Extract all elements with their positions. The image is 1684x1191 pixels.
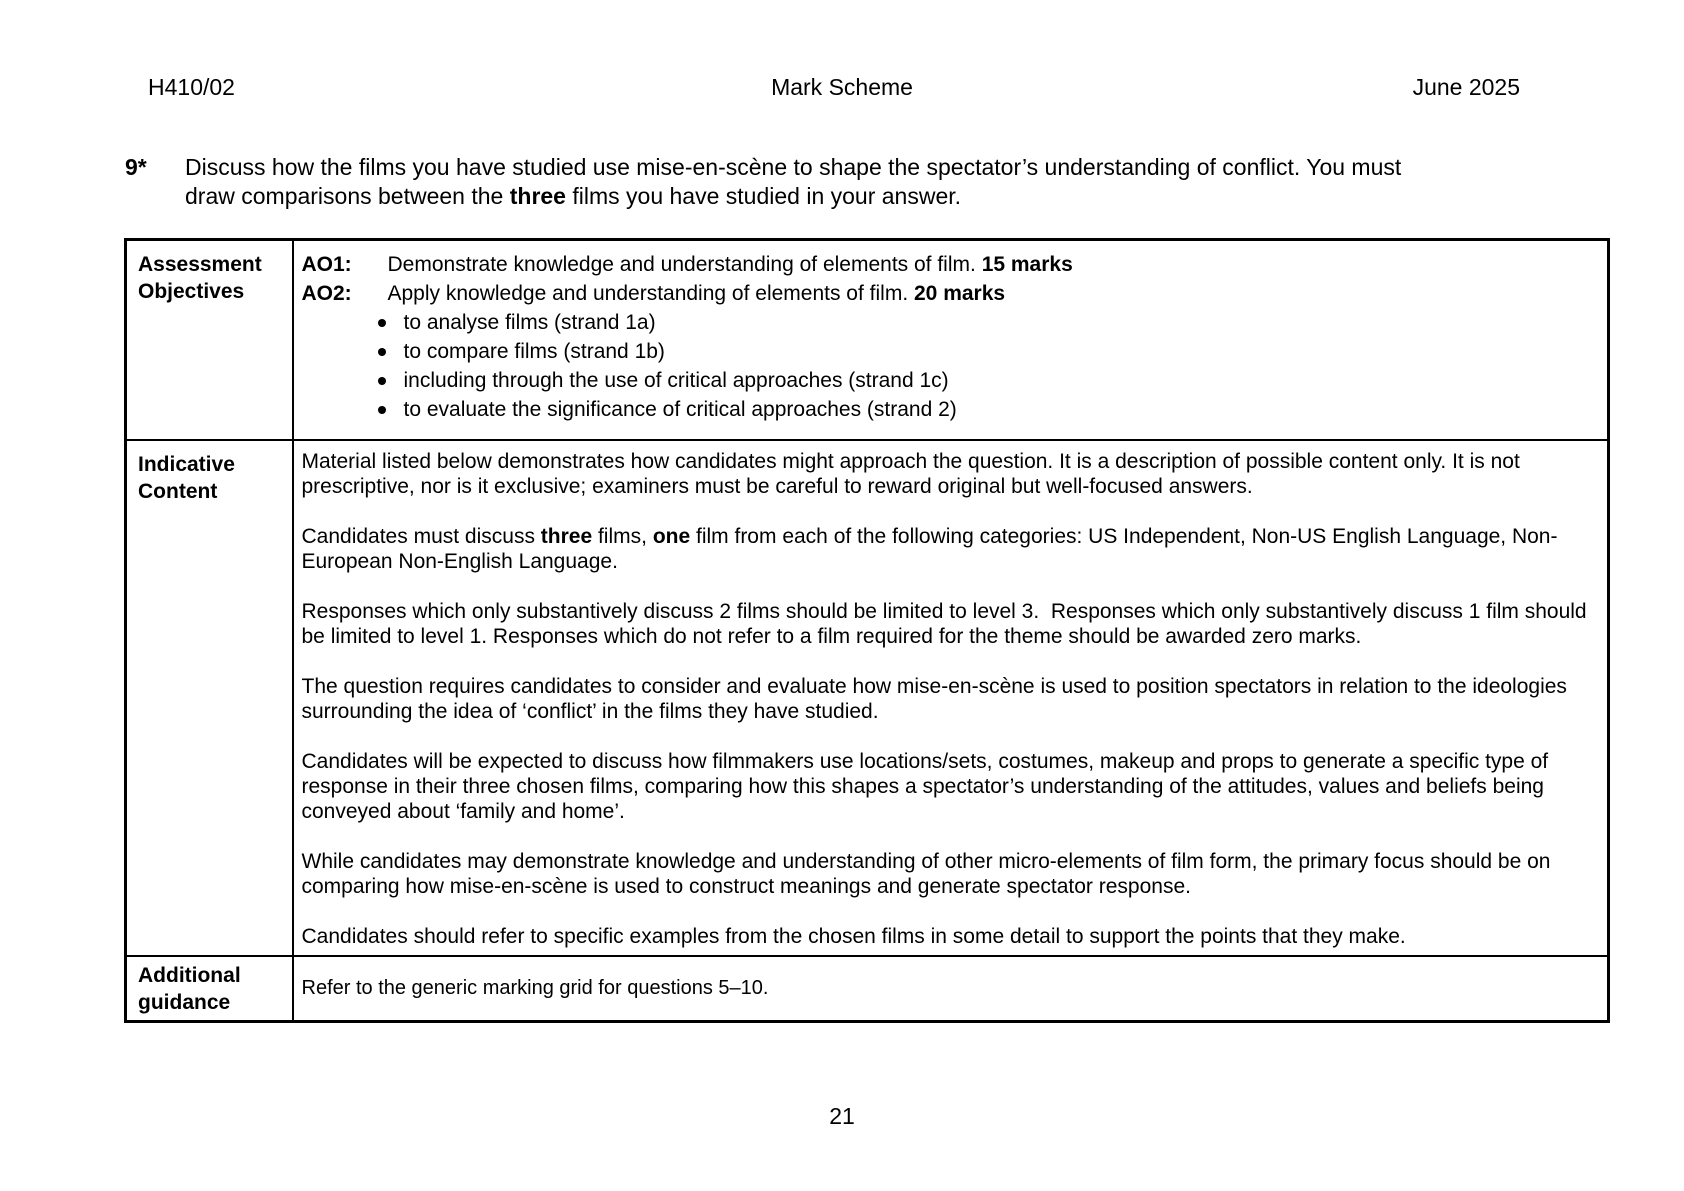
question-number: 9* xyxy=(125,154,147,180)
bullet-icon xyxy=(378,406,386,414)
paragraph: Responses which only substantively discuss 2 films should be limited to level 3. Responses which only substantively discuss 1 film should be limited to level 1. Responses which do not refer to a film required for the theme should be awarded zero marks. xyxy=(301,600,1587,648)
list-item xyxy=(302,308,1596,337)
ao2-text xyxy=(388,279,1006,308)
ao1-label: AO1: xyxy=(301,253,352,276)
question-text-b: films you have studied in your answer. xyxy=(565,183,962,209)
indicative-content-label: Indicative Content xyxy=(126,440,293,956)
ao1-line xyxy=(302,250,1596,279)
question-bold-three: three xyxy=(509,183,566,209)
header-paper-code: H410/02 xyxy=(148,74,235,100)
additional-guidance-row xyxy=(126,956,1609,1022)
ao2-label: AO2: xyxy=(301,282,352,305)
bullet-icon xyxy=(378,348,386,356)
ao2-sentence: Apply knowledge and understanding of elements of film. xyxy=(387,282,909,305)
indicative-content-row xyxy=(126,440,1609,956)
mark-scheme-table xyxy=(124,238,1610,1023)
paragraph xyxy=(302,524,1596,574)
paragraph: The question requires candidates to consider and evaluate how mise-en-scène is used to position spectators in relation to the ideologies surrounding the idea of ‘conflict’ in the films they have studied. xyxy=(301,675,1567,723)
paragraph-text: films, xyxy=(592,525,653,548)
ao2-line xyxy=(302,279,1596,308)
ao2-marks: 20 marks xyxy=(914,282,1006,305)
paragraph: Material listed below demonstrates how candidates might approach the question. It is a description of possible content only. It is not prescriptive, nor is it exclusive; examiners must be careful to reward original but well-focused answers. xyxy=(301,450,1520,498)
indicative-content-body xyxy=(293,440,1609,956)
paragraph-text: Candidates must discuss xyxy=(301,525,541,548)
bullet-text: to compare films (strand 1b) xyxy=(403,340,665,363)
page-number: 21 xyxy=(829,1103,855,1129)
additional-guidance-label: Additional guidance xyxy=(126,956,293,1022)
bold-three: three xyxy=(540,525,593,548)
question-text xyxy=(185,153,1447,211)
header-date: June 2025 xyxy=(1412,74,1520,100)
bold-one: one xyxy=(652,525,691,548)
assessment-objectives-label: Assessment Objectives xyxy=(126,240,293,441)
question-text-a: Discuss how the films you have studied use mise-en-scène to shape the spectator’s understanding of conflict. You must draw comparisons between the xyxy=(185,154,1402,209)
bullet-icon xyxy=(378,377,386,385)
paragraph: Candidates should refer to specific examples from the chosen films in some detail to support the points that they make. xyxy=(301,925,1406,948)
paragraph: Candidates will be expected to discuss how filmmakers use locations/sets, costumes, makeup and props to generate a specific type of response in their three chosen films, comparing how this shapes a spectator’s understanding of the attitudes, values and beliefs being conveyed about ‘family and home’. xyxy=(301,750,1549,823)
assessment-objectives-content xyxy=(293,240,1609,441)
page-footer xyxy=(0,1103,1684,1130)
paragraph: While candidates may demonstrate knowledge and understanding of other micro-elements of film form, the primary focus should be on comparing how mise-en-scène is used to construct meanings and generate spectator response. xyxy=(301,850,1551,898)
question-block xyxy=(125,153,1447,211)
ao1-marks: 15 marks xyxy=(981,253,1073,276)
list-item xyxy=(302,366,1596,395)
list-item xyxy=(302,395,1596,424)
header-title: Mark Scheme xyxy=(771,74,913,100)
paragraph-text: film from each of the following categories: US Independent, Non-US English Language, Non-European Non-English Language. xyxy=(301,525,1558,573)
assessment-objectives-row xyxy=(126,240,1609,441)
ao1-sentence: Demonstrate knowledge and understanding of elements of film. xyxy=(387,253,976,276)
additional-guidance-text: Refer to the generic marking grid for questions 5–10. xyxy=(293,956,1609,1022)
bullet-icon xyxy=(378,319,386,327)
bullet-text: to analyse films (strand 1a) xyxy=(403,311,656,334)
bullet-text: to evaluate the significance of critical approaches (strand 2) xyxy=(403,398,957,421)
bullet-text: including through the use of critical approaches (strand 1c) xyxy=(403,369,949,392)
list-item xyxy=(302,337,1596,366)
ao1-text xyxy=(388,250,1073,279)
